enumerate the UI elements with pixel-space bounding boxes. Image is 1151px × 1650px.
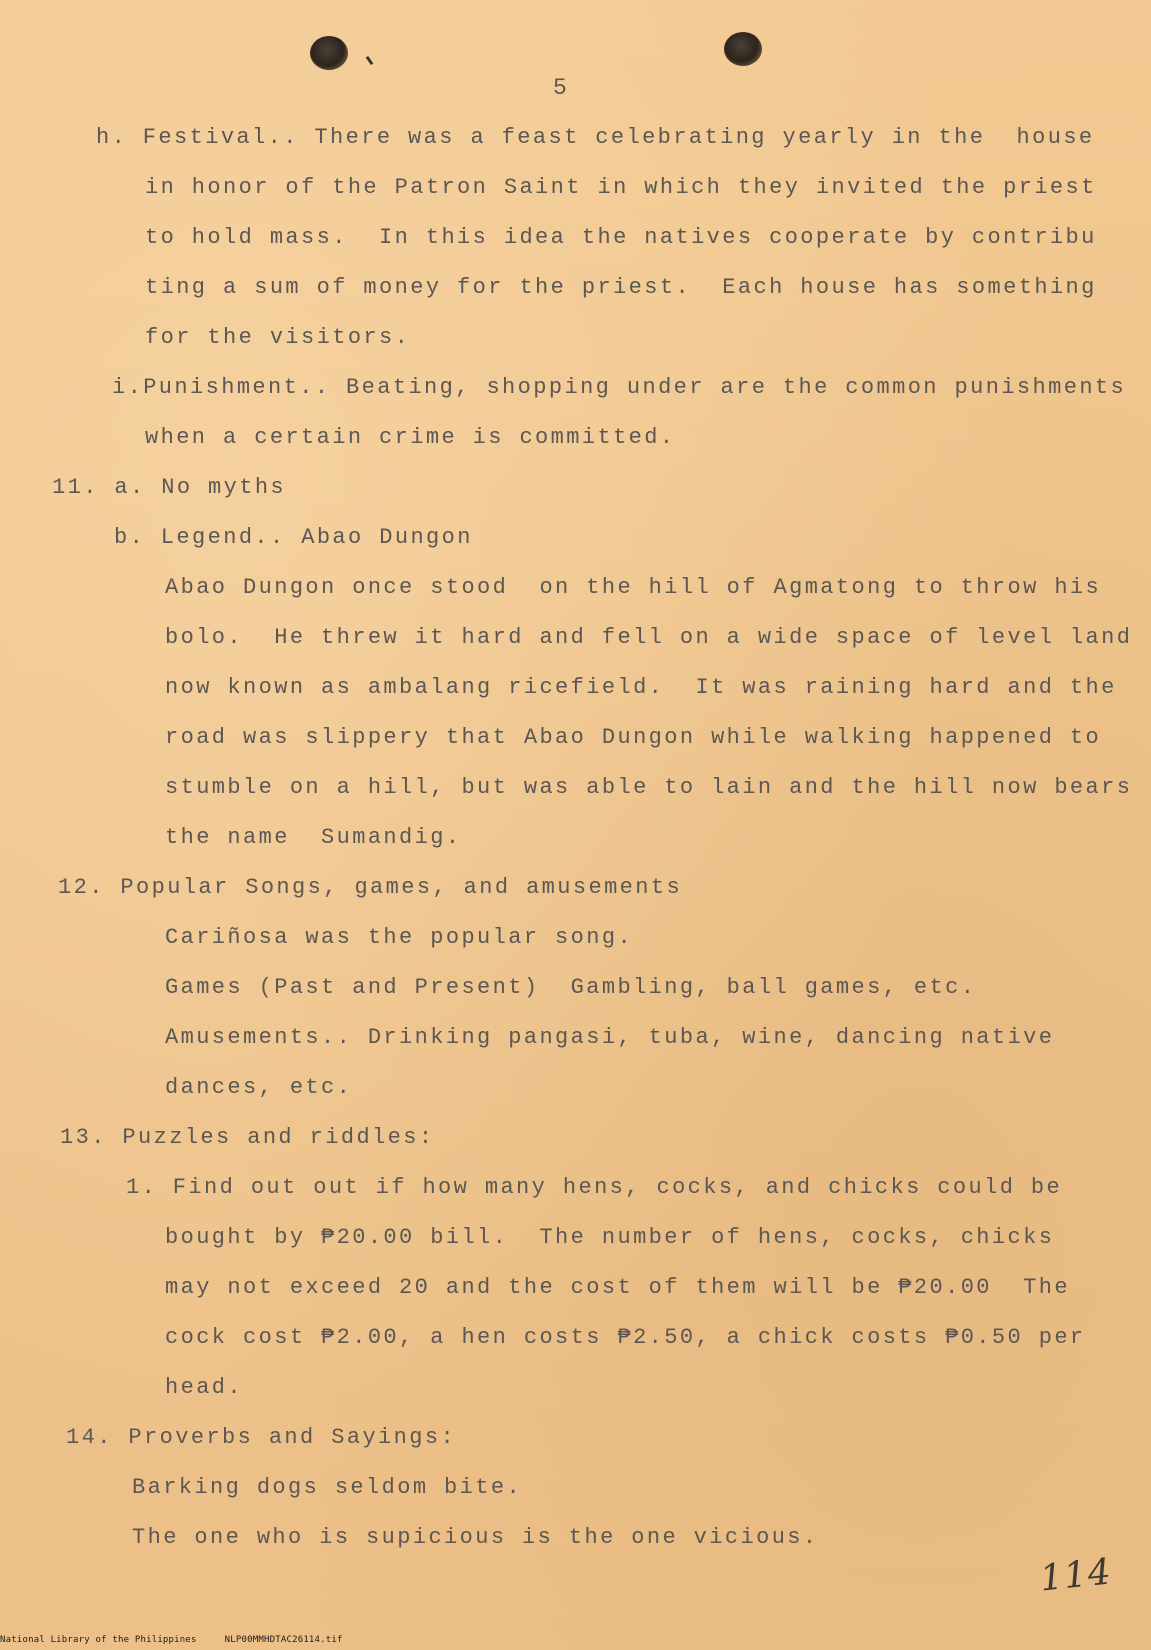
page-number: 5 [553,75,567,101]
puzzle-line-5: head. [165,1375,244,1400]
puzzle-line-2: bought by ₱20.00 bill. The number of hens, cocks, chicks [165,1225,1055,1250]
popular-song: Cariñosa was the popular song. [165,925,634,950]
section-11a: 11. a. No myths [52,475,287,500]
punch-hole-left [310,36,348,70]
punch-hole-right [724,32,762,66]
scan-footer [0,1634,343,1646]
puzzle-line-3: may not exceed 20 and the cost of them will be ₱20.00 The [165,1275,1070,1300]
section-12-heading: 12. Popular Songs, games, and amusements [58,875,683,900]
ink-mark [366,56,374,65]
proverb-1: Barking dogs seldom bite. [132,1475,523,1500]
section-h-line-4: ting a sum of money for the priest. Each house has something [145,275,1097,300]
section-h-line-1: h. Festival.. There was a feast celebrating yearly in the house [96,125,1095,150]
handwritten-page-number: 114 [1038,1551,1114,1600]
legend-line-3: now known as ambalang ricefield. It was raining hard and the [165,675,1117,700]
section-i-line-1: i.Punishment.. Beating, shopping under are the common punishments [112,375,1127,400]
amusements-line-1: Amusements.. Drinking pangasi, tuba, wine, dancing native [165,1025,1055,1050]
legend-line-4: road was slippery that Abao Dungon while walking happened to [165,725,1102,750]
section-h-line-5: for the visitors. [145,325,411,350]
section-h-line-3: to hold mass. In this idea the natives cooperate by contribu [145,225,1097,250]
games: Games (Past and Present) Gambling, ball games, etc. [165,975,977,1000]
puzzle-line-4: cock cost ₱2.00, a hen costs ₱2.50, a chick costs ₱0.50 per [165,1325,1086,1350]
legend-line-1: Abao Dungon once stood on the hill of Agmatong to throw his [165,575,1102,600]
section-14-heading: 14. Proverbs and Sayings: [66,1425,457,1450]
proverb-2: The one who is supicious is the one vicious. [132,1525,819,1550]
section-13-heading: 13. Puzzles and riddles: [60,1125,435,1150]
puzzle-line-1: 1. Find out out if how many hens, cocks, and chicks could be [126,1175,1063,1200]
section-i-line-2: when a certain crime is committed. [145,425,676,450]
footer-file: NLP00MMHDTAC26114.tif [224,1635,343,1645]
section-h-line-2: in honor of the Patron Saint in which they invited the priest [145,175,1097,200]
legend-line-2: bolo. He threw it hard and fell on a wide space of level land [165,625,1133,650]
legend-line-6: the name Sumandig. [165,825,462,850]
legend-line-5: stumble on a hill, but was able to lain and the hill now bears [165,775,1133,800]
footer-library: National Library of the Philippines [0,1635,197,1645]
section-11b-heading: b. Legend.. Abao Dungon [114,525,473,550]
amusements-line-2: dances, etc. [165,1075,353,1100]
